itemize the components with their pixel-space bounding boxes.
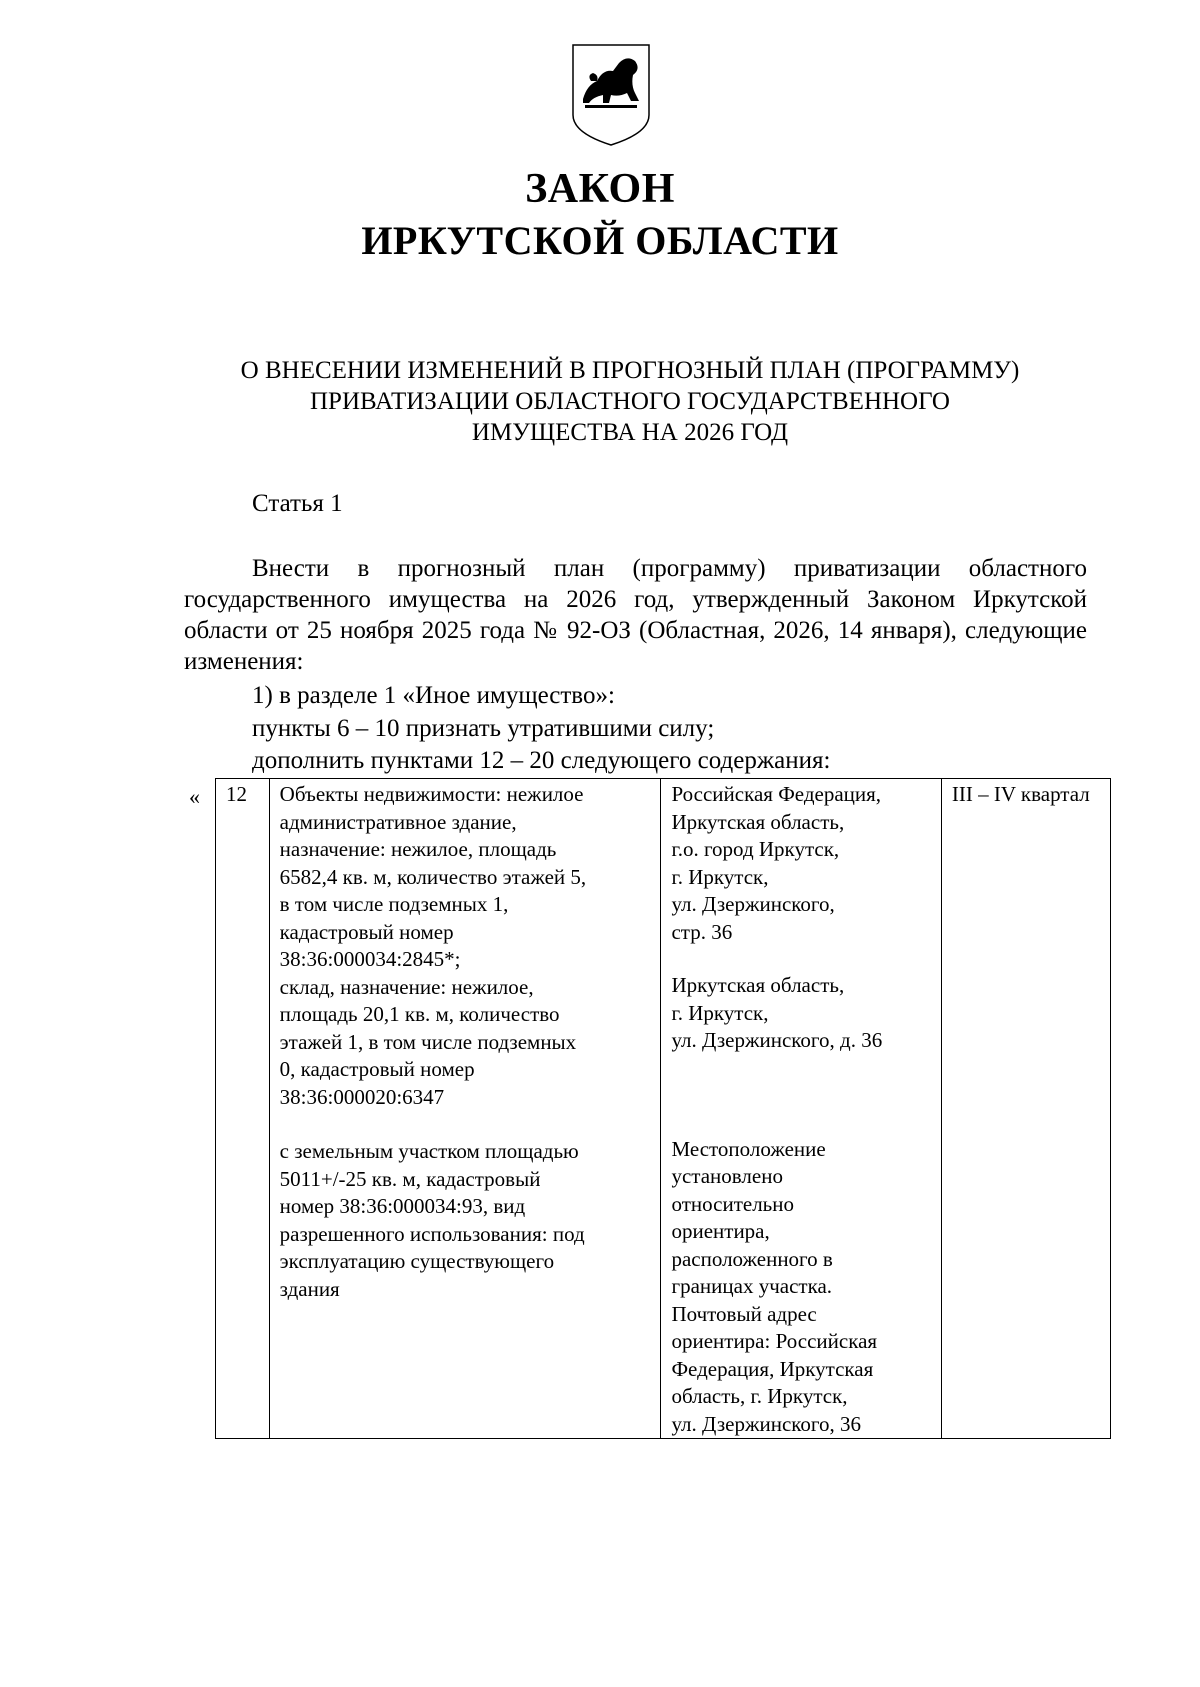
cell-line: 0, кадастровый номер bbox=[279, 1057, 475, 1081]
privatization-table bbox=[215, 778, 1111, 1439]
law-subject: О ВНЕСЕНИИ ИЗМЕНЕНИЙ В ПРОГНОЗНЫЙ ПЛАН (ПРОГРАММУ) ПРИВАТИЗАЦИИ ОБЛАСТНОГО ГОСУДАРСТВЕННОГО ИМУЩЕСТВА НА 2026 ГОД bbox=[240, 357, 1020, 446]
cell-line: административное здание, bbox=[279, 809, 517, 834]
cell-line: Иркутская область, bbox=[671, 973, 845, 997]
cell-line: Иркутская область, bbox=[671, 809, 845, 834]
privatization-term: III – IV квартал bbox=[941, 779, 1110, 1439]
cell-line: площадь 20,1 кв. м, количество bbox=[279, 1002, 560, 1026]
item-repeal: пункты 6 – 10 признать утратившими силу; bbox=[252, 715, 715, 742]
cell-line: разрешенного использования: под bbox=[279, 1221, 585, 1246]
cell-line: 6582,4 кв. м, количество этажей 5, bbox=[279, 864, 587, 889]
law-title: ЗАКОН bbox=[525, 166, 675, 212]
cell-line: кадастровый номер bbox=[279, 919, 454, 944]
cell-line: Почтовый адрес bbox=[671, 1301, 817, 1326]
cell-line: границах участка. bbox=[671, 1274, 833, 1298]
cell-line: 38:36:000034:2845*; bbox=[279, 947, 461, 971]
cell-line: г.о. город Иркутск, bbox=[671, 837, 840, 861]
cell-line: ул. Дзержинского, 36 bbox=[671, 1411, 862, 1436]
cell-line: установлено bbox=[671, 1164, 783, 1188]
object-description bbox=[269, 779, 661, 1439]
cell-line: назначение: нежилое, площадь bbox=[279, 837, 557, 861]
cell-line: расположенного в bbox=[671, 1246, 833, 1271]
table-row bbox=[216, 779, 1111, 1439]
cell-line: эксплуатацию существующего bbox=[279, 1249, 555, 1273]
cell-line: ориентира: Российская bbox=[671, 1329, 878, 1353]
region-title: ИРКУТСКОЙ ОБЛАСТИ bbox=[361, 218, 839, 263]
cell-line: Местоположение bbox=[671, 1136, 826, 1161]
opening-quote: « bbox=[189, 784, 200, 809]
intro-paragraph: Внести в прогнозный план (программу) приватизации областного государственного имущества на 2026 год, утвержденный Законом Иркутской области от 25 ноября 2025 года № 92-ОЗ (Областная, 2026, 14 января), следующие изменения: bbox=[184, 555, 1087, 675]
cell-line: 38:36:000020:6347 bbox=[279, 1084, 445, 1109]
cell-line: этажей 1, в том числе подземных bbox=[279, 1029, 577, 1054]
object-location bbox=[661, 779, 941, 1439]
cell-line: Объекты недвижимости: нежилое bbox=[279, 782, 584, 806]
coat-of-arms-icon bbox=[569, 41, 653, 149]
cell-line: с земельным участком площадью bbox=[279, 1139, 579, 1163]
cell-line: в том числе подземных 1, bbox=[279, 892, 509, 916]
article-heading: Статья 1 bbox=[252, 490, 343, 517]
cell-line: г. Иркутск, bbox=[671, 1000, 769, 1025]
item-add: дополнить пунктами 12 – 20 следующего содержания: bbox=[252, 747, 831, 774]
cell-line: ул. Дзержинского, д. 36 bbox=[671, 1028, 883, 1052]
cell-line: область, г. Иркутск, bbox=[671, 1384, 848, 1408]
cell-line: ул. Дзержинского, bbox=[671, 892, 835, 916]
cell-line: относительно bbox=[671, 1191, 794, 1216]
cell-line: Российская Федерация, bbox=[671, 782, 882, 806]
item-section: 1) в разделе 1 «Иное имущество»: bbox=[252, 682, 615, 709]
cell-line: номер 38:36:000034:93, вид bbox=[279, 1194, 526, 1218]
cell-line: здания bbox=[279, 1276, 340, 1301]
cell-line: Федерация, Иркутская bbox=[671, 1356, 874, 1381]
row-number: 12 bbox=[216, 779, 270, 1439]
cell-line: ориентира, bbox=[671, 1219, 770, 1243]
cell-line: г. Иркутск, bbox=[671, 864, 769, 889]
cell-line: стр. 36 bbox=[671, 919, 733, 944]
cell-line: 5011+/-25 кв. м, кадастровый bbox=[279, 1166, 541, 1191]
cell-line: склад, назначение: нежилое, bbox=[279, 974, 534, 999]
